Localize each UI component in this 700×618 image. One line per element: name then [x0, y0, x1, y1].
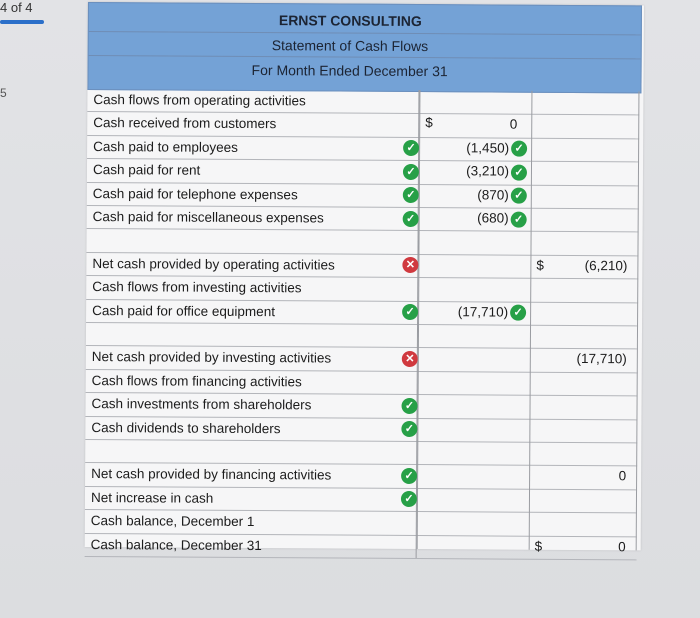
header-divider [89, 55, 641, 59]
amount-input[interactable]: 0 [509, 116, 518, 133]
amount-input[interactable]: (17,710) [457, 303, 509, 320]
check-circle-icon: ✓ [510, 305, 526, 321]
check-circle-icon: ✓ [401, 491, 417, 507]
check-circle-icon: ✓ [402, 304, 418, 320]
header-divider [89, 31, 641, 35]
total-input[interactable]: (17,710) [576, 351, 627, 367]
row-label[interactable]: Cash dividends to shareholders [85, 416, 417, 441]
row-label[interactable] [86, 228, 418, 253]
amount-input[interactable]: (870) [477, 186, 509, 203]
x-circle-icon: ✕ [402, 351, 418, 367]
amount-input[interactable]: (680) [477, 210, 509, 226]
total-input[interactable]: (6,210) [584, 257, 628, 274]
amount-input[interactable]: (3,210) [466, 163, 510, 179]
page-tab-underline [0, 20, 44, 24]
currency-symbol: $ [536, 257, 544, 273]
table-row [85, 533, 637, 561]
check-circle-icon: ✓ [401, 468, 417, 484]
total-input[interactable]: 0 [618, 538, 626, 554]
row-label[interactable]: Cash paid for telephone expenses [87, 182, 419, 207]
statement-period: For Month Ended December 31 [251, 62, 448, 80]
row-label[interactable]: Cash flows from operating activities [87, 88, 419, 113]
check-circle-icon: ✓ [403, 140, 419, 156]
statement-header [87, 2, 642, 93]
check-circle-icon: ✓ [511, 141, 527, 157]
currency-symbol: $ [534, 538, 543, 554]
row-label[interactable]: Net cash provided by operating activities [86, 252, 418, 277]
total-input[interactable]: 0 [618, 468, 627, 484]
row-label[interactable]: Cash paid for office equipment [86, 299, 418, 324]
check-circle-icon: ✓ [511, 211, 527, 227]
page-indicator[interactable]: 4 of 4 [0, 0, 33, 15]
row-label[interactable]: Cash received from customers [87, 111, 419, 136]
check-circle-icon: ✓ [403, 211, 419, 227]
check-circle-icon: ✓ [401, 398, 417, 414]
currency-symbol: $ [425, 115, 433, 131]
row-label[interactable]: Cash flows from investing activities [86, 275, 418, 300]
x-circle-icon: ✕ [402, 257, 418, 273]
row-label[interactable]: Net cash provided by investing activities [86, 345, 418, 370]
company-name: ERNST CONSULTING [278, 12, 422, 30]
row-label[interactable]: Cash balance, December 1 [85, 509, 417, 534]
check-circle-icon: ✓ [511, 164, 527, 180]
row-label[interactable]: Cash paid for miscellaneous expenses [87, 205, 419, 230]
check-circle-icon: ✓ [401, 421, 417, 437]
row-label[interactable]: Net increase in cash [85, 486, 417, 511]
check-circle-icon: ✓ [511, 188, 527, 204]
row-label[interactable] [85, 439, 417, 464]
side-marker: 5 [0, 86, 7, 100]
row-label[interactable]: Cash paid for rent [87, 158, 419, 183]
amount-input[interactable]: (1,450) [466, 140, 510, 156]
row-label[interactable]: Cash flows from financing activities [86, 369, 418, 394]
statement-title: Statement of Cash Flows [271, 37, 429, 55]
row-label[interactable] [86, 322, 418, 347]
row-label[interactable]: Net cash provided by financing activities [85, 462, 417, 487]
row-label[interactable]: Cash investments from shareholders [85, 392, 417, 417]
cash-flow-worksheet [85, 2, 644, 554]
check-circle-icon: ✓ [403, 187, 419, 203]
check-circle-icon: ✓ [403, 164, 419, 180]
row-label[interactable]: Cash balance, December 31 [85, 533, 417, 558]
row-label[interactable]: Cash paid to employees [87, 135, 419, 160]
